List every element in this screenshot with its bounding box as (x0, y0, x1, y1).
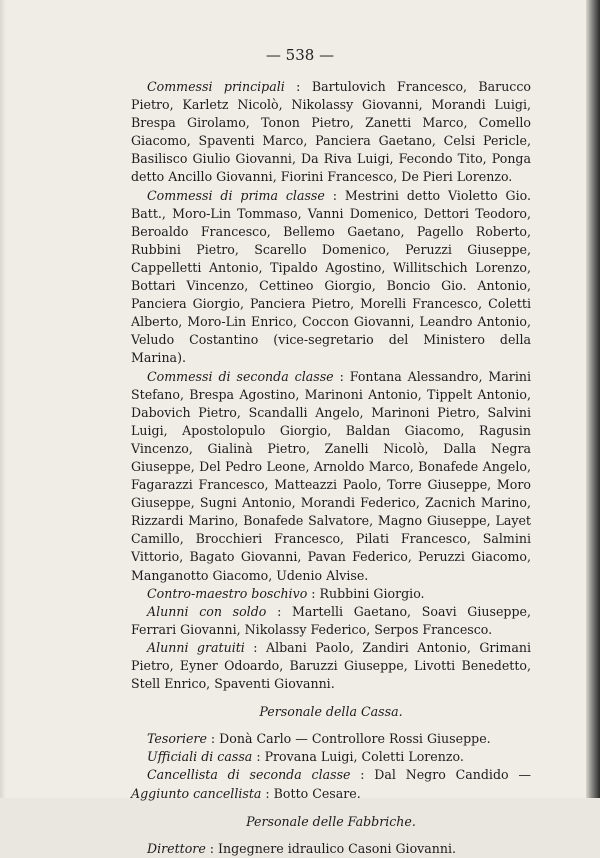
paragraph-label: Cancellista di seconda classe (147, 767, 351, 783)
label-separator: : (284, 79, 312, 94)
paragraph-cancellista (131, 766, 531, 802)
paragraph-text: Bartulovich Francesco, Barucco Pietro, Karletz Nicolò, Nikolassy Giovanni, Morandi Luigi, Brespa Girolamo, Tonon Pietro, Zanetti Marco, Comello Giacomo, Spaventi Marco, Panciera Gaetano, Celsi Pericle, Basilisco Giulio Giovanni, Da Riva Luigi, Fecondo Tito, Ponga detto Ancillo Giovanni, Fiorini Francesco, De Pieri Lorenzo. (131, 79, 531, 185)
page-number: — 538 — (265, 46, 335, 64)
paragraph-text: Provana Luigi, Coletti Lorenzo. (264, 749, 464, 765)
page-gutter-shadow (0, 0, 6, 798)
page-body (131, 78, 531, 858)
paragraph-label: Ufficiali di cassa (147, 749, 253, 765)
paragraph-label: Alunni gratuiti (147, 639, 245, 655)
paragraph-contro-maestro (131, 585, 531, 603)
paragraph-text: Fontana Alessandro, Marini Stefano, Brespa Agostino, Marinoni Antonio, Tippelt Antonio, Dabovich Pietro, Scandalli Angelo, Marinoni Pietro, Salvini Luigi, Apostolopulo Giorgio, Baldan Giacomo, Ragusin Vincenzo, Gialinà Pietro, Zanelli Nicolò, Dalla Negra Giuseppe, Del Pedro Leone, Arnoldo Marco, Bonafede Angelo, Fagarazzi Francesco, Matteazzi Paolo, Torre Giuseppe, Moro Giuseppe, Sugni Antonio, Morandi Federico, Zacnich Marino, Rizzardi Marino, Bonafede Salvatore, Magno Giuseppe, Layet Camillo, Brocchieri Francesco, Pilati Francesco, Salmini Vittorio, Bagato Giovanni, Pavan Federico, Peruzzi Giacomo, Manganotto Giacomo, Udenio Alvise. (131, 368, 531, 583)
paragraph-alunni-gratuiti (131, 639, 531, 693)
paragraph-text: Ingegnere idraulico Casoni Giovanni. (218, 840, 457, 856)
paragraph-text: Albani Paolo, Zandiri Antonio, Grimani Pietro, Eyner Odoardo, Baruzzi Giuseppe, Livotti Benedetto, Stell Enrico, Spaventi Giovanni. (131, 639, 532, 692)
paragraph-text: Donà Carlo — Controllore Rossi Giuseppe. (219, 731, 491, 747)
label-separator: : (244, 639, 266, 655)
paragraph-label: Commessi di prima classe (147, 187, 325, 203)
label-separator: : (206, 731, 220, 747)
paragraph-label: Commessi di seconda classe (147, 368, 334, 384)
section-heading-cassa: Personale della Cassa. (259, 704, 403, 720)
paragraph-direttore (131, 840, 531, 858)
paragraph-label: Tesoriere (147, 731, 207, 747)
paragraph-ufficiali-cassa (131, 748, 531, 766)
paragraph-commessi-prima-classe (131, 187, 531, 368)
label-separator: : (266, 603, 293, 619)
paragraph-text-secondary: Botto Cesare. (273, 785, 361, 801)
paragraph-commessi-principali (131, 78, 531, 187)
paragraph-text: Mestrini detto Violetto Gio. Batt., Moro-Lin Tommaso, Vanni Domenico, Dettori Teodoro, Beroaldo Francesco, Bellemo Gaetano, Pagello Roberto, Rubbini Pietro, Scarello Domenico, Peruzzi Giuseppe, Cappelletti Antonio, Tipaldo Agostino, Willitschich Lorenzo, Bottari Vincenzo, Cettineo Giorgio, Boncio Gio. Antonio, Panciera Giorgio, Panciera Pietro, Morelli Francesco, Coletti Alberto, Moro-Lin Enrico, Coccon Giovanni, Leandro Antonio, Veludo Costantino (vice-segretario del Ministero della Marina). (131, 187, 532, 366)
page-edge-shadow (586, 0, 600, 798)
label-separator: : (307, 585, 320, 601)
label-separator: : (205, 840, 219, 856)
paragraph-commessi-seconda-classe (131, 368, 531, 585)
label-separator: : (324, 187, 345, 203)
paragraph-label: Contro-maestro boschivo (147, 585, 308, 601)
paragraph-text: Dal Negro Candido — (374, 767, 531, 783)
paragraph-text: Rubbini Giorgio. (319, 585, 425, 601)
label-separator: : (350, 767, 375, 783)
paragraph-tesoriere (131, 730, 531, 748)
label-separator: : (252, 749, 265, 765)
label-separator: : (261, 785, 274, 801)
paragraph-label: Alunni con soldo (147, 603, 267, 619)
paragraph-label-secondary: Aggiunto cancellista (131, 785, 262, 801)
paragraph-label: Direttore (147, 840, 206, 856)
paragraph-label: Commessi principali (147, 79, 285, 94)
paragraph-alunni-con-soldo (131, 603, 531, 639)
section-heading-fabbriche: Personale delle Fabbriche. (246, 813, 416, 829)
label-separator: : (333, 368, 350, 384)
paragraph-text: Martelli Gaetano, Soavi Giuseppe, Ferrari Giovanni, Nikolassy Federico, Serpos Francesco. (131, 603, 531, 637)
